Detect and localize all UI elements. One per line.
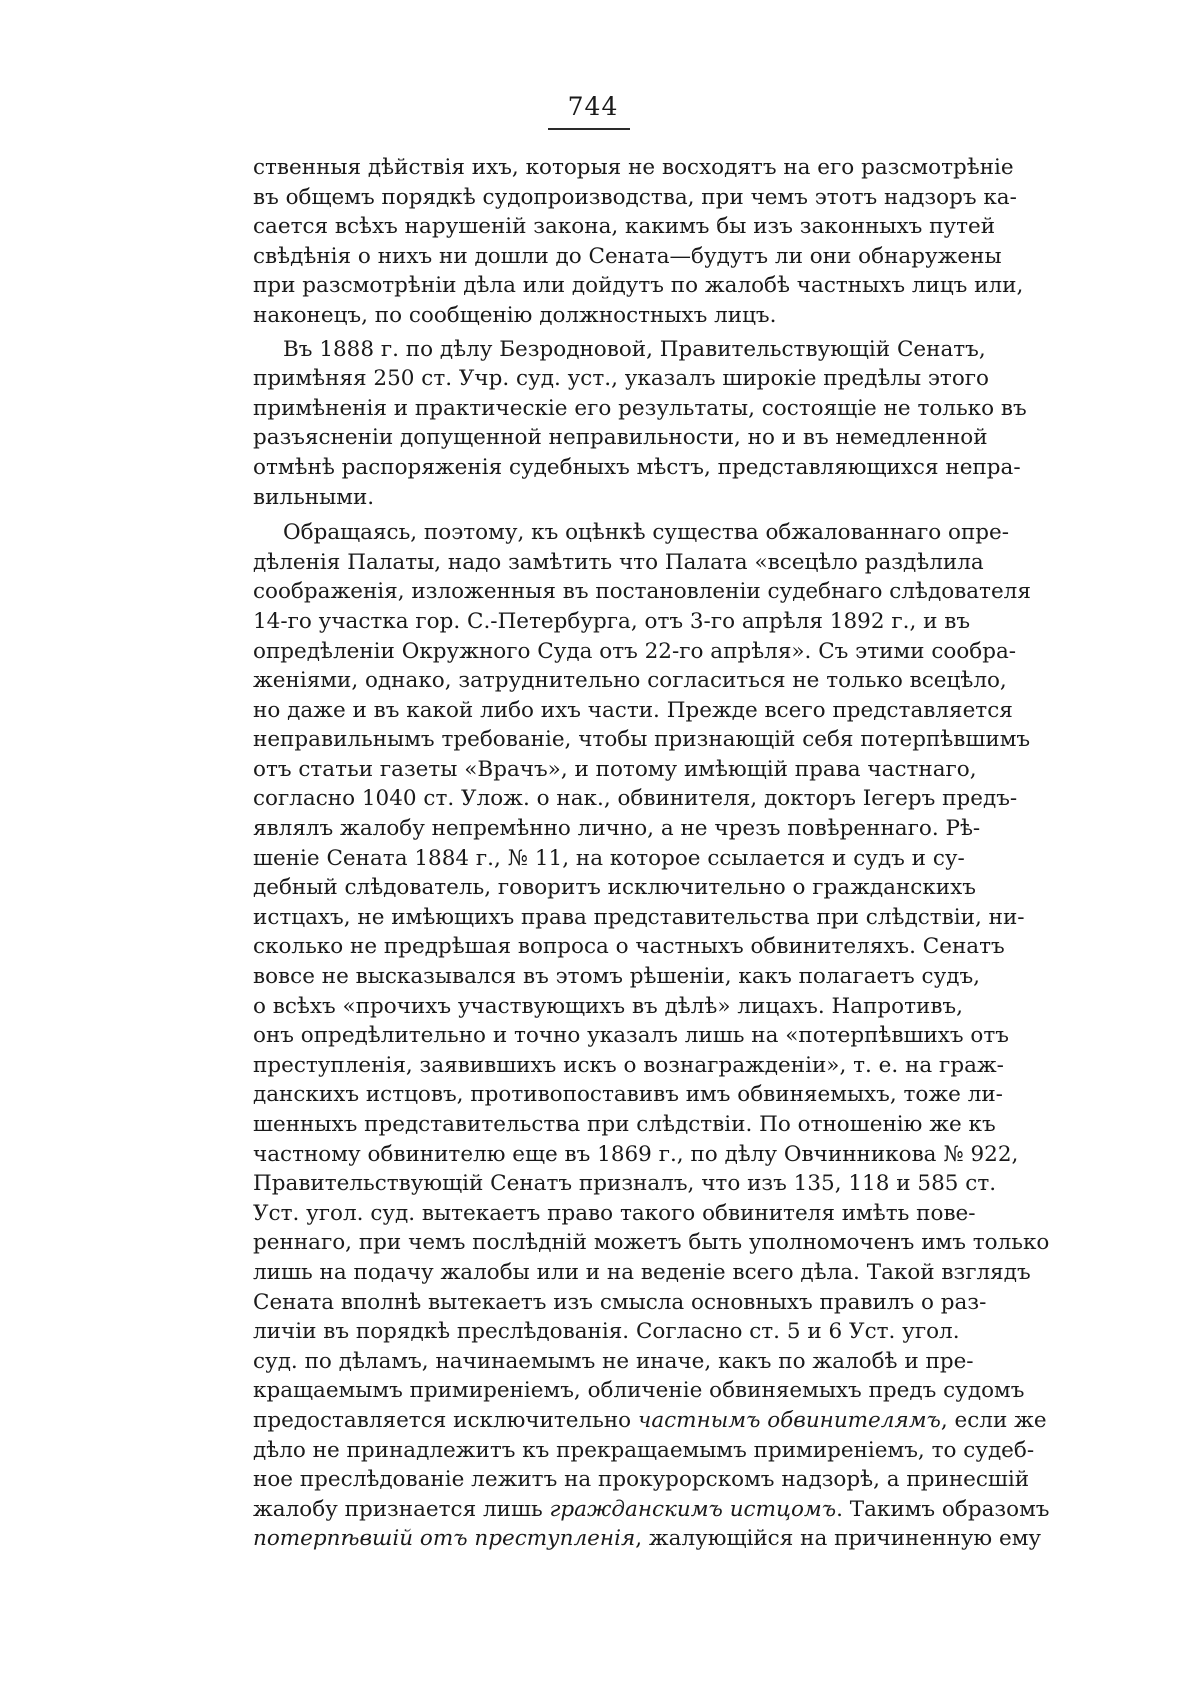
text-line: Сената вполнѣ вытекаетъ изъ смысла основныхъ правилъ о раз- <box>253 1289 987 1315</box>
text-line: Уст. угол. суд. вытекаетъ право такого обвинителя имѣть пове- <box>253 1200 976 1226</box>
text-span: жалобу признается лишь <box>253 1496 550 1522</box>
text-line: 14-го участка гор. С.-Петербурга, отъ 3-го апрѣля 1892 г., и въ <box>253 608 971 634</box>
italic-term: частнымъ обвинителямъ <box>637 1407 941 1433</box>
text-line: кращаемымъ примиреніемъ, обличеніе обвиняемыхъ предъ судомъ <box>253 1378 1025 1404</box>
text-line: о всѣхъ «прочихъ участвующихъ въ дѣлѣ» лицахъ. Напротивъ, <box>253 993 963 1019</box>
text-line: шеніе Сената 1884 г., № 11, на которое ссылается и судъ и су- <box>253 845 965 871</box>
text-line: истцахъ, не имѣющихъ права представительства при слѣдствіи, ни- <box>253 904 1025 930</box>
text-line: но даже и въ какой либо ихъ части. Прежде всего представляется <box>253 697 1013 723</box>
text-line: шенныхъ представительства при слѣдствіи. По отношенію же къ <box>253 1112 996 1137</box>
text-line-with-italic <box>253 1524 1042 1554</box>
italic-term: потерпѣвшій отъ преступленія <box>253 1526 636 1552</box>
page-number: 744 <box>567 92 619 121</box>
text-line: сается всѣхъ нарушеній закона, какимъ бы изъ законныхъ путей <box>253 214 996 240</box>
text-line-with-italic <box>253 1406 1047 1436</box>
text-line: примѣненія и практическіе его результаты, состоящіе не только въ <box>253 395 1027 421</box>
text-line: вовсе не высказывался въ этомъ рѣшеніи, какъ полагаетъ судъ, <box>253 964 981 990</box>
text-line: дѣло не принадлежитъ къ прекращаемымъ примиреніемъ, то судеб- <box>253 1437 1035 1463</box>
text-line-with-italic <box>253 1495 1050 1525</box>
text-line: согласно 1040 ст. Улож. о нак., обвинителя, докторъ Iегеръ предъ- <box>253 786 1018 812</box>
text-line: реннаго, при чемъ послѣдній можетъ быть уполномоченъ имъ только <box>253 1230 1050 1256</box>
text-span: предоставляется исключительно <box>253 1407 638 1433</box>
text-line: Въ 1888 г. по дѣлу Безродновой, Правительствующій Сенатъ, <box>283 336 986 362</box>
text-line: дебный слѣдователь, говоритъ исключительно о гражданскихъ <box>253 875 976 901</box>
text-line: соображенія, изложенныя въ постановленіи судебнаго слѣдователя <box>253 579 1031 605</box>
text-line: преступленія, заявившихъ искъ о вознагражденіи», т. е. на граж- <box>253 1052 1004 1078</box>
text-line: опредѣленіи Окружного Суда отъ 22-го апрѣля». Съ этими сообра- <box>253 638 1017 664</box>
text-line: данскихъ истцовъ, противопоставивъ имъ обвиняемыхъ, тоже ли- <box>253 1082 1003 1108</box>
page-number-rule <box>548 128 630 130</box>
text-line: дѣленія Палаты, надо замѣтить что Палата «всецѣло раздѣлила <box>253 549 984 575</box>
text-line: при разсмотрѣніи дѣла или дойдутъ по жалобѣ частныхъ лицъ или, <box>253 273 1024 299</box>
text-line: вильными. <box>253 484 375 510</box>
text-line: отъ статьи газеты «Врачъ», и потому имѣющій права частнаго, <box>253 756 977 782</box>
text-line: разъясненіи допущенной неправильности, но и въ немедленной <box>253 425 988 451</box>
document-body <box>253 153 1050 1554</box>
text-line: неправильнымъ требованіе, чтобы признающій себя потерпѣвшимъ <box>253 727 1031 753</box>
text-line: частному обвинителю еще въ 1869 г., по дѣлу Овчинникова № 922, <box>253 1141 1019 1167</box>
text-line: наконецъ, по сообщенію должностныхъ лицъ. <box>253 302 777 328</box>
text-line: въ общемъ порядкѣ судопроизводства, при чемъ этотъ надзоръ ка- <box>253 184 1017 210</box>
text-line: суд. по дѣламъ, начинаемымъ не иначе, какъ по жалобѣ и пре- <box>253 1348 974 1374</box>
text-line: ственныя дѣйствія ихъ, которыя не восходятъ на его разсмотрѣніе <box>253 155 1014 180</box>
text-line: свѣдѣнія о нихъ ни дошли до Сената—будутъ ли они обнаружены <box>253 243 1002 269</box>
text-line: женіями, однако, затруднительно согласиться не только всецѣло, <box>253 668 1007 694</box>
text-line: сколько не предрѣшая вопроса о частныхъ обвинителяхъ. Сенатъ <box>253 934 1005 960</box>
text-span: , жалующійся на причиненную ему <box>635 1526 1042 1552</box>
text-line: Правительствующій Сенатъ призналъ, что изъ 135, 118 и 585 ст. <box>253 1171 997 1197</box>
text-span: . Такимъ образомъ <box>836 1496 1050 1522</box>
text-line: ное преслѣдованіе лежитъ на прокурорскомъ надзорѣ, а принесшій <box>253 1467 1030 1493</box>
paragraph-3 <box>253 518 1050 1554</box>
italic-term: гражданскимъ истцомъ <box>549 1496 837 1522</box>
text-line: примѣняя 250 ст. Учр. суд. уст., указалъ широкіе предѣлы этого <box>253 366 989 392</box>
paragraph-1 <box>253 153 1024 331</box>
text-span: , если же <box>940 1407 1047 1433</box>
text-line: Обращаясь, поэтому, къ оцѣнкѣ существа обжалованнаго опре- <box>283 520 1010 546</box>
text-line: являлъ жалобу непремѣнно лично, а не чрезъ повѣреннаго. Рѣ- <box>253 816 981 842</box>
paragraph-2 <box>253 335 1027 513</box>
text-line: лишь на подачу жалобы или и на веденіе всего дѣла. Такой взглядъ <box>253 1259 1031 1285</box>
text-line: онъ опредѣлительно и точно указалъ лишь на «потерпѣвшихъ отъ <box>253 1023 1009 1049</box>
text-line: отмѣнѣ распоряженія судебныхъ мѣстъ, представляющихся непра- <box>253 454 1021 480</box>
text-line: личіи въ порядкѣ преслѣдованія. Согласно ст. 5 и 6 Уст. угол. <box>253 1319 960 1345</box>
